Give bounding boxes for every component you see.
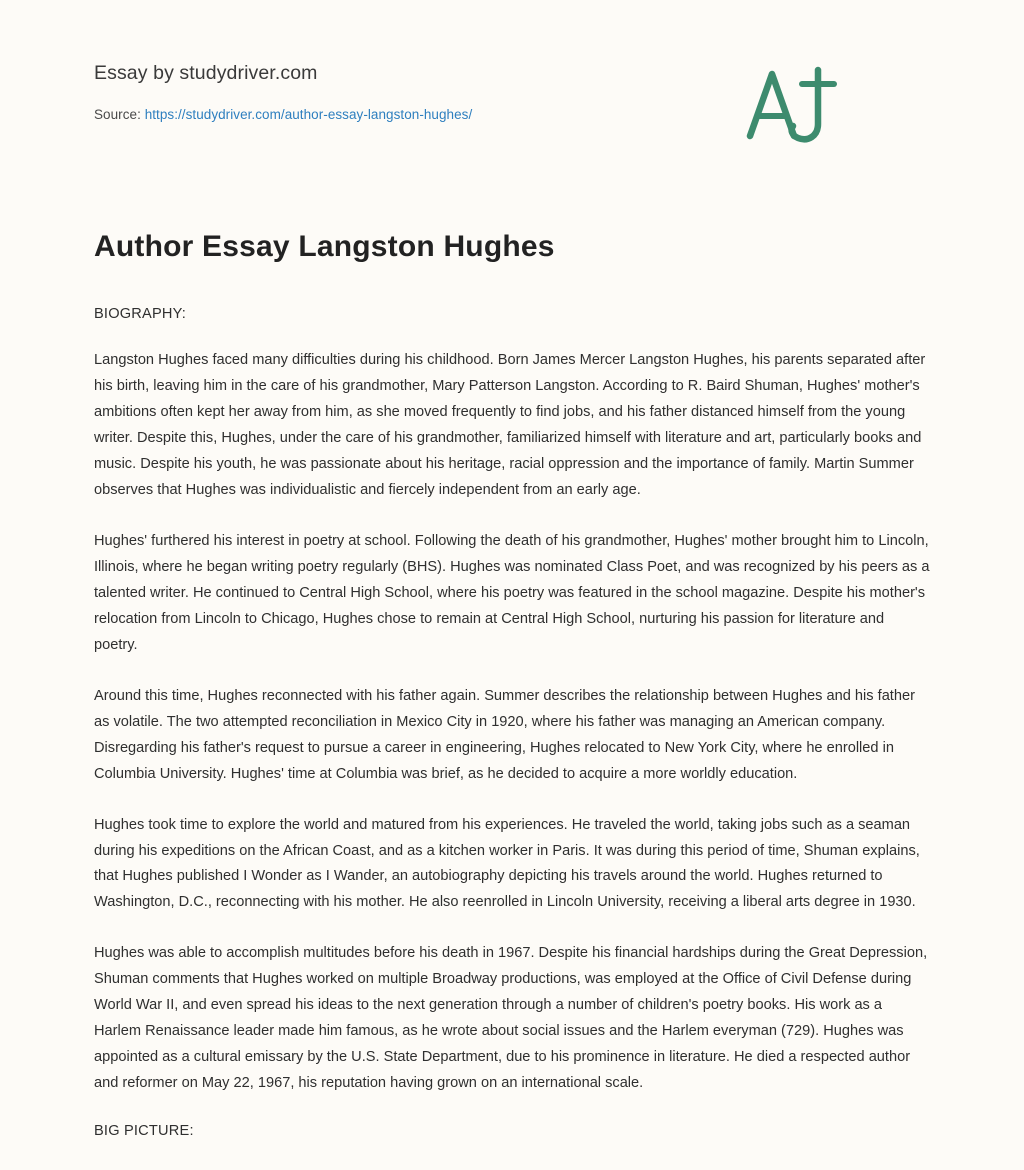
- paragraph: Hughes took time to explore the world and matured from his experiences. He traveled the world, taking jobs such as a seaman during his expeditions on the African Coast, and as a kitchen worker in Paris. It was during this period of time, Shuman explains, that Hughes published I Wonder as I Wander, an autobiography depicting his travels around the world. Hughes returned to Washington, D.C., reconnecting with his mother. He also reenrolled in Lincoln University, receiving a liberal arts degree in 1930.: [94, 816, 920, 911]
- paragraph: Hughes' furthered his interest in poetry at school. Following the death of his grandmother, Hughes' mother brought him to Lincoln, Illinois, where he began writing poetry regularly (BHS). Hughes was nominated Class Poet, and was recognized by his peers as a talented writer. He continued to Central High School, where his poetry was featured in the school magazine. Despite his mother's relocation from Lincoln to Chicago, Hughes chose to remain at Central High School, nurturing his passion for literature and poetry.: [94, 532, 930, 653]
- source-url-link[interactable]: https://studydriver.com/author-essay-langston-hughes/: [144, 107, 473, 123]
- section-heading-biography: BIOGRAPHY:: [94, 306, 187, 322]
- paragraph: Hughes was able to accomplish multitudes before his death in 1967. Despite his financial hardships during the Great Depression, Shuman comments that Hughes worked on multiple Broadway productions, was employed at the Office of Civil Defense during World War II, and even spread his ideas to the next generation through a number of children's poetry books. His work as a Harlem Renaissance leader made him famous, as he wrote about social issues and the Harlem everyman (729). Hughes was appointed as a cultural emissary by the U.S. State Department, due to his prominence in literature. He died a respected author and reformer on May 22, 1967, his reputation having grown on an international scale.: [94, 945, 928, 1092]
- studydriver-logo-icon[interactable]: [742, 58, 838, 154]
- document-body: [94, 306, 930, 1169]
- section-heading-big-picture: BIG PICTURE:: [94, 1123, 194, 1140]
- document-header: [94, 0, 930, 123]
- paragraph: Around this time, Hughes reconnected with his father again. Summer describes the relationship between Hughes and his father as volatile. The two attempted reconciliation in Mexico City in 1920, where his father was managing an American company. Disregarding his father's request to pursue a career in engineering, Hughes relocated to New York City, where he enrolled in Columbia University. Hughes' time at Columbia was brief, as he decided to acquire a more worldly education.: [94, 687, 915, 782]
- source-label: Source:: [94, 107, 145, 123]
- page-title: Author Essay Langston Hughes: [94, 230, 555, 263]
- essay-byline: Essay by studydriver.com: [94, 62, 318, 84]
- paragraph: Langston Hughes faced many difficulties during his childhood. Born James Mercer Langston Hughes, his parents separated after his birth, leaving him in the care of his grandmother, Mary Patterson Langston. According to R. Baird Shuman, Hughes' mother's ambitions often kept her away from him, as she moved frequently to find jobs, and his father distanced himself from the young writer. Despite this, Hughes, under the care of his grandmother, familiarized himself with literature and art, particularly books and music. Despite his youth, he was passionate about his heritage, racial oppression and the importance of family. Martin Summer observes that Hughes was individualistic and fiercely independent from an early age.: [94, 352, 926, 498]
